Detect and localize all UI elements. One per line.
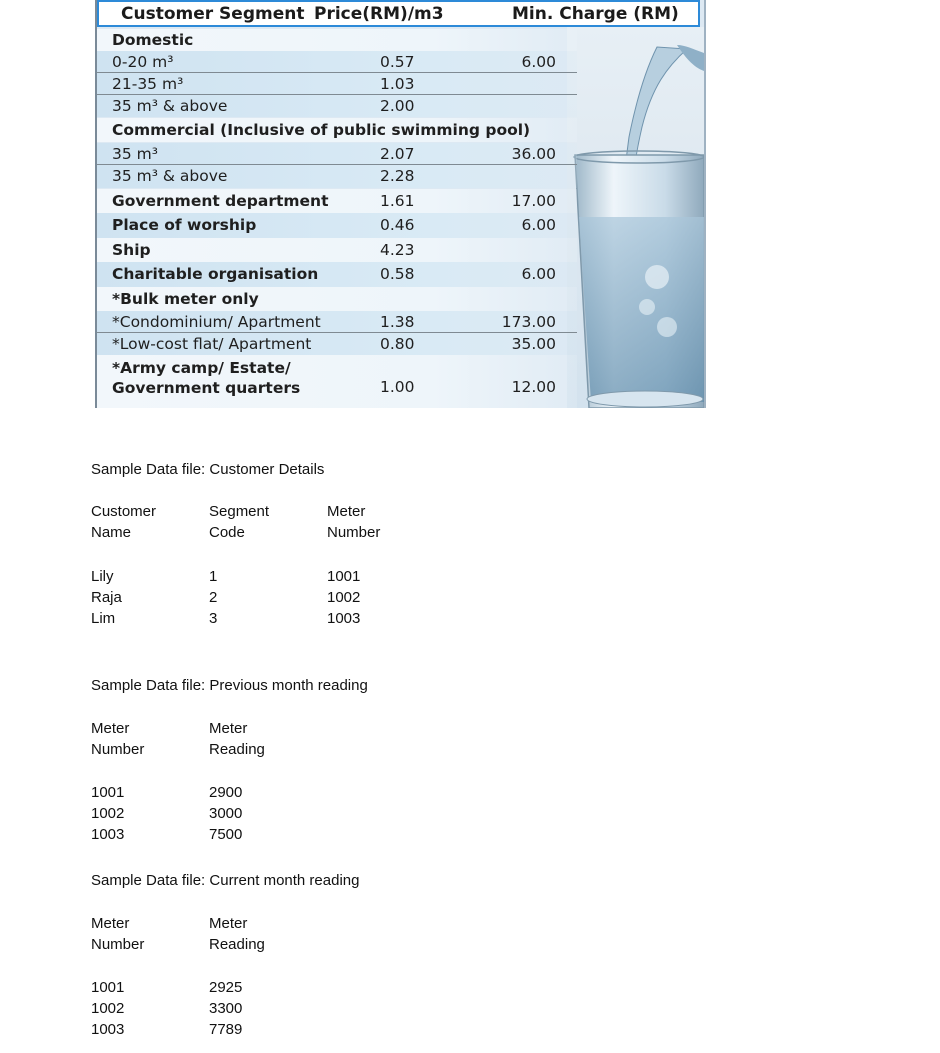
row-min-charge: 36.00: [511, 145, 556, 163]
col-header-line: Meter: [209, 915, 248, 932]
segment-code-column: [209, 566, 217, 629]
row-label: Commercial (Inclusive of public swimming pool): [112, 121, 531, 139]
col-header-line: Reading: [209, 936, 265, 953]
row-label: Ship: [112, 241, 151, 259]
meter-number-column: [91, 782, 124, 845]
table-cell: Lily: [91, 568, 114, 585]
col-header: [327, 501, 380, 543]
row-label: Place of worship: [112, 216, 257, 234]
col-header-line: Number: [91, 936, 145, 953]
row-min-charge: 6.00: [521, 53, 556, 71]
tariff-row: [97, 95, 577, 117]
tariff-row: [97, 29, 577, 51]
row-price: 0.46: [380, 216, 415, 234]
table-cell: Lim: [91, 610, 116, 627]
col-header: [209, 913, 265, 955]
tariff-row: [97, 355, 577, 408]
col-header-line: Meter: [209, 720, 248, 737]
row-price: 2.07: [380, 145, 415, 163]
table-cell: 1003: [91, 1021, 125, 1038]
col-header-line: Code: [209, 524, 245, 541]
row-min-charge: 35.00: [511, 335, 556, 353]
tariff-row: [97, 213, 577, 238]
col-header: [91, 501, 156, 543]
meter-reading-column: [209, 782, 242, 845]
table-cell: 1002: [91, 805, 125, 822]
row-label: *Condominium/ Apartment: [112, 313, 321, 331]
row-label: *Low-cost flat/ Apartment: [112, 335, 312, 353]
tariff-header: [97, 0, 700, 27]
row-min-charge: 17.00: [511, 192, 556, 210]
row-label: 35 m³ & above: [112, 167, 228, 185]
row-price: 0.58: [380, 265, 415, 283]
table-cell: Raja: [91, 589, 122, 606]
table-cell: 1003: [327, 610, 361, 627]
table-cell: 7789: [209, 1021, 243, 1038]
row-price: 0.80: [380, 335, 415, 353]
row-price: 0.57: [380, 53, 415, 71]
col-header-line: Number: [327, 524, 381, 541]
tariff-row: [97, 287, 577, 311]
col-header: [91, 913, 144, 955]
table-cell: 1003: [91, 826, 125, 843]
table-cell: 1002: [327, 589, 361, 606]
table-cell: 1002: [91, 1000, 125, 1017]
col-header-line: Number: [91, 741, 145, 758]
col-header-line: Meter: [327, 503, 366, 520]
col-header: [209, 718, 265, 760]
table-cell: 2900: [209, 784, 243, 801]
row-min-charge: 12.00: [511, 378, 556, 396]
row-label: *Bulk meter only: [112, 290, 259, 308]
tariff-row: [97, 73, 577, 95]
row-price: 4.23: [380, 241, 415, 259]
row-price: 1.61: [380, 192, 415, 210]
customer-details-title: Sample Data file: Customer Details: [91, 461, 325, 478]
table-cell: 3300: [209, 1000, 243, 1017]
row-price: 2.00: [380, 97, 415, 115]
header-customer-segment: Customer Segment: [121, 4, 305, 24]
row-price: 1.00: [380, 378, 415, 396]
row-label: 21-35 m³: [112, 75, 184, 93]
table-cell: 1: [209, 568, 218, 585]
col-header-line: Meter: [91, 720, 130, 737]
row-label-line1: *Army camp/ Estate/: [112, 359, 291, 377]
table-cell: 2: [209, 589, 218, 606]
row-label: 35 m³ & above: [112, 97, 228, 115]
row-label: Charitable organisation: [112, 265, 319, 283]
header-price: Price(RM)/m3: [314, 4, 444, 24]
tariff-row: [97, 189, 577, 213]
col-header: [209, 501, 269, 543]
row-min-charge: 173.00: [501, 313, 556, 331]
col-header: [91, 718, 144, 760]
col-header-line: Meter: [91, 915, 130, 932]
table-cell: 7500: [209, 826, 243, 843]
table-cell: 3000: [209, 805, 243, 822]
row-price: 1.38: [380, 313, 415, 331]
row-price: 2.28: [380, 167, 415, 185]
water-tariff-table: [95, 0, 706, 408]
meter-number-column: [327, 566, 360, 629]
col-header-line: Name: [91, 524, 132, 541]
tariff-row: [97, 262, 577, 287]
table-cell: 1001: [91, 979, 125, 996]
tariff-row: [97, 311, 577, 333]
tariff-row: [97, 51, 577, 73]
customer-name-column: [91, 566, 122, 629]
tariff-row: [97, 118, 577, 142]
row-label-line2: Government quarters: [112, 379, 301, 397]
tariff-row: [97, 238, 577, 262]
table-cell: 3: [209, 610, 218, 627]
row-label: Domestic: [112, 31, 194, 49]
tariff-row: [97, 143, 577, 165]
row-label: 35 m³: [112, 145, 158, 163]
row-min-charge: 6.00: [521, 216, 556, 234]
water-glass-icon: [567, 27, 704, 408]
row-price: 1.03: [380, 75, 415, 93]
header-min-charge: Min. Charge (RM): [512, 4, 679, 24]
col-header-line: Segment: [209, 503, 270, 520]
meter-reading-column: [209, 977, 242, 1040]
table-cell: 1001: [327, 568, 361, 585]
tariff-row: [97, 165, 577, 188]
row-label: 0-20 m³: [112, 53, 174, 71]
previous-reading-title: Sample Data file: Previous month reading: [91, 677, 368, 694]
table-cell: 1001: [91, 784, 125, 801]
row-min-charge: 6.00: [521, 265, 556, 283]
current-reading-title: Sample Data file: Current month reading: [91, 872, 360, 889]
tariff-row: [97, 333, 577, 355]
col-header-line: Reading: [209, 741, 265, 758]
water-glass-image: [567, 27, 704, 408]
row-label: Government department: [112, 192, 329, 210]
col-header-line: Customer: [91, 503, 157, 520]
meter-number-column: [91, 977, 124, 1040]
table-cell: 2925: [209, 979, 243, 996]
